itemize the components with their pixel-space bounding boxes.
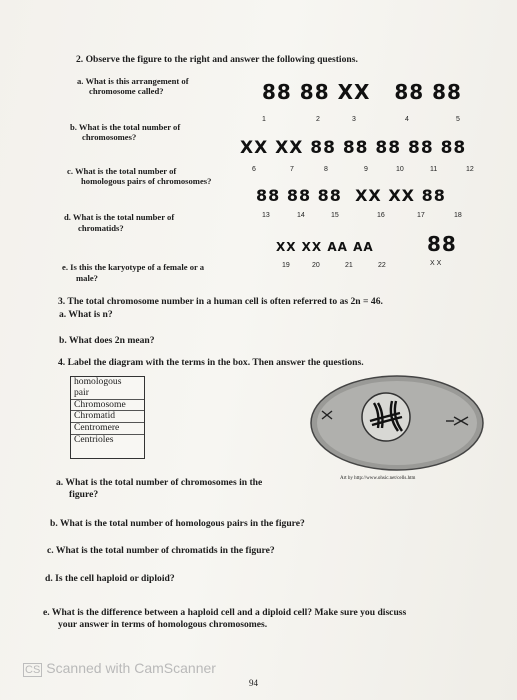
chromosome-label-3: 3: [352, 116, 356, 123]
q4b: b. What is the total number of homologous pairs in the figure?: [50, 518, 305, 529]
chromosome-label-16: 16: [377, 212, 385, 219]
q2d-line1: d. What is the total number of: [64, 212, 175, 222]
chromosome-label-10: 10: [396, 166, 404, 173]
chromosome-label-15: 15: [331, 212, 339, 219]
chromosome-label-21: 21: [345, 262, 353, 269]
chromosome-label-9: 9: [364, 166, 368, 173]
chromosome-label-8: 8: [324, 166, 328, 173]
q4a-line2: figure?: [69, 489, 99, 500]
term-homologous: homologous: [74, 376, 122, 387]
q4e-line1: e. What is the difference between a haploid cell and a diploid cell? Make sure you discuss: [43, 607, 407, 618]
q4-heading: 4. Label the diagram with the terms in the box. Then answer the questions.: [58, 357, 364, 368]
q2e-line1: e. Is this the karyotype of a female or a: [62, 262, 205, 272]
q2-heading: 2. Observe the figure to the right and answer the following questions.: [76, 54, 358, 65]
camscanner-watermark: [23, 660, 216, 677]
art-credit: Art by http://www.ohsic.net/cells.htm: [340, 476, 416, 481]
sex-chromosomes: 88: [427, 232, 457, 256]
chromosome-label-4: 4: [405, 116, 409, 123]
q2c-line1: c. What is the total number of: [67, 166, 177, 176]
chromosome-label-1: 1: [262, 116, 266, 123]
chromosome-label-2: 2: [316, 116, 320, 123]
term-centromere: Centromere: [71, 422, 144, 434]
chromosome-label-5: 5: [456, 116, 460, 123]
chromosome-label-xx: X X: [430, 260, 442, 267]
chromosome-label-12: 12: [466, 166, 474, 173]
chromosome-row-4: XX XX AA AA: [276, 240, 374, 254]
chromosome-label-11: 11: [430, 166, 438, 173]
chromosome-label-7: 7: [290, 166, 294, 173]
camscanner-text: Scanned with CamScanner: [46, 660, 216, 676]
chromosome-label-17: 17: [417, 212, 425, 219]
q4c: c. What is the total number of chromatids in the figure?: [47, 545, 275, 556]
cell-diagram: [308, 373, 486, 473]
chromosome-row-2: XX XX 88 88 88 88 88: [240, 138, 467, 158]
q2b-line1: b. What is the total number of: [70, 122, 181, 132]
chromosome-label-22: 22: [378, 262, 386, 269]
camscanner-logo-icon: CS: [25, 664, 41, 676]
q3b: b. What does 2n mean?: [59, 335, 155, 346]
q2d-line2: chromatids?: [78, 223, 124, 233]
q2c-line2: homologous pairs of chromosomes?: [81, 176, 212, 186]
term-chromatid: Chromatid: [71, 410, 144, 422]
q2e-line2: male?: [76, 273, 98, 283]
chromosome-label-13: 13: [262, 212, 270, 219]
q2a-line2: chromosome called?: [89, 86, 164, 96]
chromosome-label-6: 6: [252, 166, 256, 173]
page-number: 94: [249, 678, 258, 688]
chromosome-label-18: 18: [454, 212, 462, 219]
q4e-line2: your answer in terms of homologous chromosomes.: [58, 619, 268, 630]
q2a-line1: a. What is this arrangement of: [77, 76, 189, 86]
terms-box: [70, 376, 145, 459]
term-chromosome: Chromosome: [71, 399, 144, 411]
chromosome-label-14: 14: [297, 212, 305, 219]
chromosome-row-1: 88 88 XX 88 88: [262, 80, 462, 104]
chromosome-row-3: 88 88 88 XX XX 88: [256, 186, 446, 205]
term-pair: pair: [74, 386, 89, 398]
term-centrioles: Centrioles: [71, 434, 144, 446]
q4d: d. Is the cell haploid or diploid?: [45, 573, 175, 584]
q4a-line1: a. What is the total number of chromosomes in the: [56, 477, 263, 488]
chromosome-label-19: 19: [282, 262, 290, 269]
q3-heading: 3. The total chromosome number in a human cell is often referred to as 2n = 46.: [58, 296, 383, 307]
q2b-line2: chromosomes?: [82, 132, 137, 142]
q3a: a. What is n?: [59, 309, 113, 320]
chromosome-label-20: 20: [312, 262, 320, 269]
